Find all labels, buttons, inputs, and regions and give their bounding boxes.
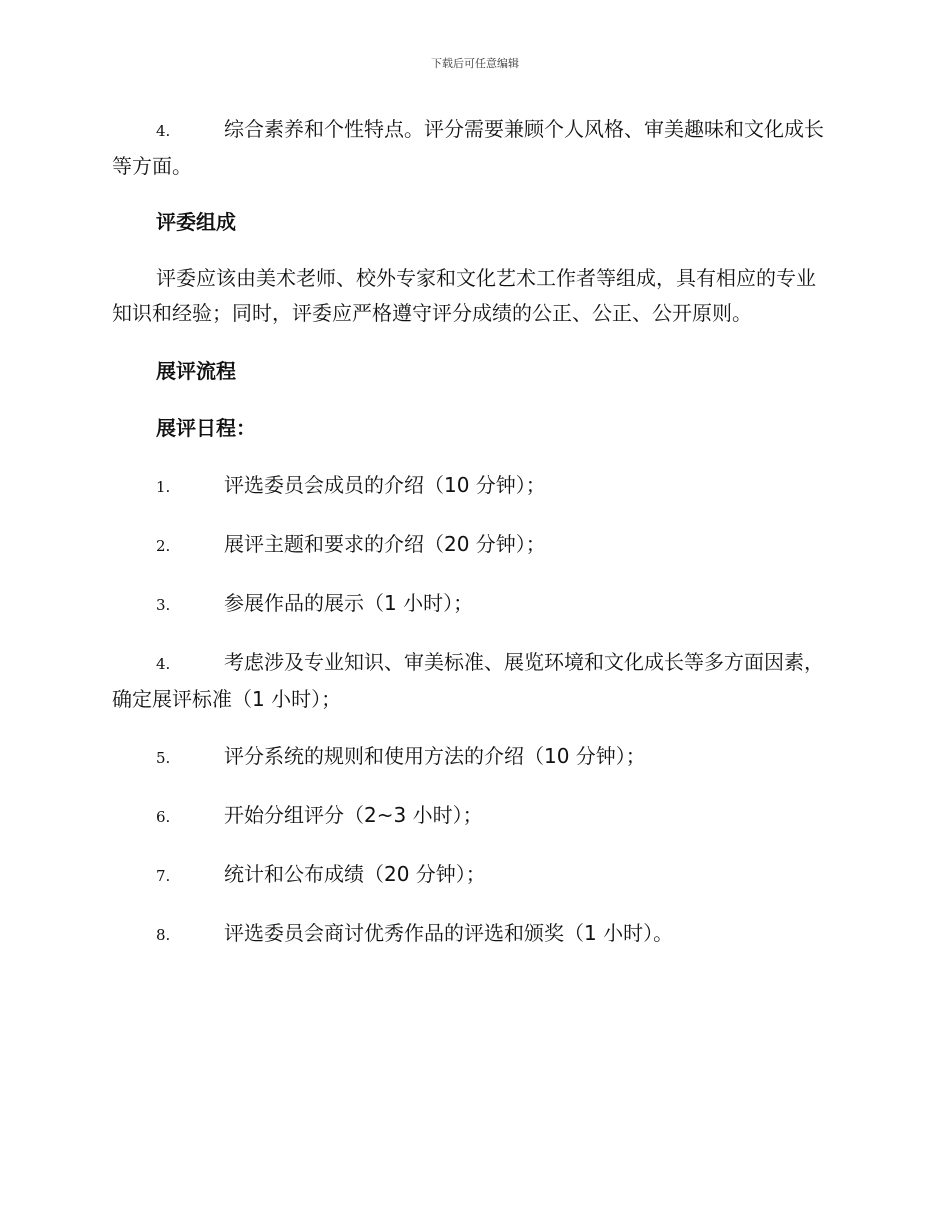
list-number: 6. bbox=[156, 808, 171, 826]
schedule-heading: 展评日程： bbox=[156, 416, 256, 440]
list-item-text: 统计和公布成绩（20 分钟）； bbox=[224, 862, 486, 886]
list-item-text: 参展作品的展示（1 小时）； bbox=[224, 591, 474, 615]
document-body bbox=[112, 112, 834, 953]
list-number: 3. bbox=[156, 596, 171, 614]
list-item-text: 评选委员会商讨优秀作品的评选和颁奖（1 小时）。 bbox=[224, 921, 674, 945]
list-number: 2. bbox=[156, 537, 171, 555]
list-number: 8. bbox=[156, 926, 171, 944]
list-item bbox=[112, 645, 834, 717]
list-number: 4. bbox=[156, 655, 171, 673]
list-item-text: 评分系统的规则和使用方法的介绍（10 分钟）； bbox=[224, 744, 646, 768]
list-number: 1. bbox=[156, 478, 171, 496]
list-number: 7. bbox=[156, 867, 171, 885]
list-item-text: 考虑涉及专业知识、审美标准、展览环境和文化成长等多方面因素，确定展评标准（1 小时）； bbox=[112, 650, 824, 711]
list-item bbox=[112, 916, 834, 953]
list-item-text: 综合素养和个性特点。评分需要兼顾个人风格、审美趣味和文化成长等方面。 bbox=[112, 117, 824, 178]
list-item-text: 评选委员会成员的介绍（10 分钟）； bbox=[224, 473, 546, 497]
list-item bbox=[112, 739, 834, 776]
list-item bbox=[112, 468, 834, 505]
list-item-4-intro bbox=[112, 112, 834, 184]
list-item bbox=[112, 857, 834, 894]
section-heading-jury: 评委组成 bbox=[156, 210, 236, 234]
page-header-note: 下载后可任意编辑 bbox=[431, 57, 519, 70]
list-item-text: 开始分组评分（2~3 小时）； bbox=[224, 803, 483, 827]
list-item bbox=[112, 798, 834, 835]
list-item bbox=[112, 527, 834, 564]
list-number: 5. bbox=[156, 749, 171, 767]
list-item-text: 展评主题和要求的介绍（20 分钟）； bbox=[224, 532, 546, 556]
section-heading-process: 展评流程 bbox=[156, 359, 236, 383]
list-item bbox=[112, 586, 834, 623]
jury-paragraph: 评委应该由美术老师、校外专家和文化艺术工作者等组成，具有相应的专业知识和经验；同时，评委应严格遵守评分成绩的公正、公正、公开原则。 bbox=[112, 266, 816, 325]
list-number: 4. bbox=[156, 122, 171, 140]
